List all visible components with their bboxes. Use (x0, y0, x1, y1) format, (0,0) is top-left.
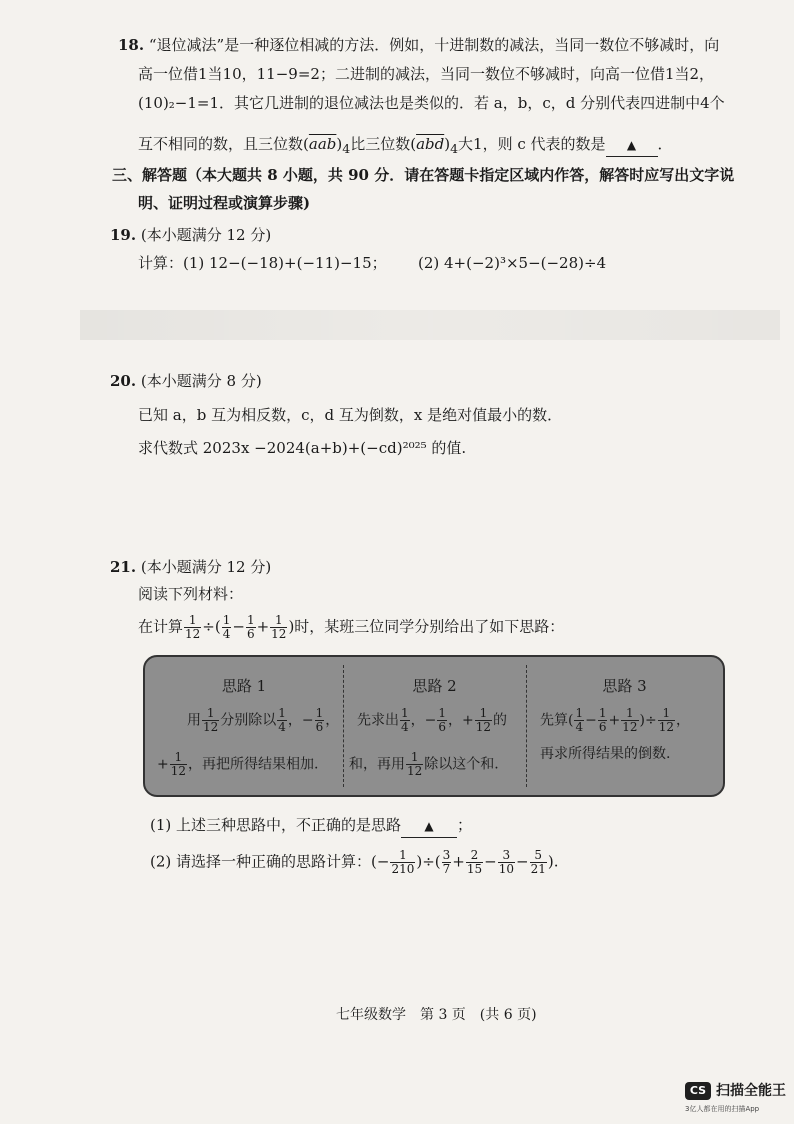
q19-calc2: (2) 4+(−2)³×5−(−28)÷4 (418, 254, 607, 272)
camscanner-name: 扫描全能王 (716, 1083, 786, 1099)
q21-number: 21. (110, 558, 137, 576)
q18-line1: 18. “退位减法”是一种逐位相减的方法．例如，十进制数的减法，当同一数位不够减时，向 (118, 36, 720, 54)
q21-read: 阅读下列材料： (138, 585, 244, 603)
q20-line2: 求代数式 2023x −2024(a+b)+(−cd)²⁰²⁵ 的值. (138, 439, 467, 457)
q18-line4: 互不相同的数，且三位数$(\overline{aab})_4$比三位数$(\overline{abd})_4$大1，则 c 代表的数是 ▲ ． (138, 135, 673, 156)
camscanner-logo-icon: CS (685, 1082, 711, 1100)
q21-intro: 在计算 $\frac{1}{12}$ ÷( $\frac{1}{4}$ − $\frac{1}{6}$ + $\frac{1}{12}$ )时，某班三位同学分别给出了如下思路： (138, 613, 565, 641)
q20-line1: 已知 a，b 互为相反数，c，d 互为倒数，x 是绝对值最小的数． (138, 406, 563, 424)
q19-header: 19. (本小题满分 12 分) (110, 226, 272, 244)
q21-sub2: (2) 请选择一种正确的思路计算：(− $\frac{1}{210}$ )÷( $\frac{3}{7}$ + $\frac{2}{15}$ − $\frac{3}{10}$ − $\frac{5}{21}$ ). (150, 848, 559, 876)
idea-2: 思路 2 先求出 $\frac{1}{4}$ ，− $\frac{1}{6}$ ，+ $\frac{1}{12}$ 的 和，再用 $\frac{1}{12}$ 除以这个和. (343, 657, 526, 795)
q21-sub1: (1) 上述三种思路中，不正确的是思路 ▲ ； (150, 814, 472, 838)
section3-line2: 明、证明过程或演算步骤) (138, 194, 311, 212)
q21-header: 21. (本小题满分 12 分) (110, 558, 272, 576)
scan-smudge (80, 310, 780, 340)
q18-number: 18. (118, 36, 145, 54)
q18-line3: (10)₂−1=1．其它几进制的退位减法也是类似的．若 a，b，c，d 分别代表四进制中4个 (138, 94, 725, 112)
q18-line2: 高一位借1当10，11−9=2；二进制的减法，当同一数位不够减时，向高一位借1当2， (138, 65, 715, 83)
section3-number: 三、 (112, 166, 143, 184)
q20-header: 20. (本小题满分 8 分) (110, 372, 262, 390)
fraction: $\frac{1}{12}$ (185, 613, 201, 641)
section3-line1: 三、解答题（本大题共 8 小题，共 90 分．请在答题卡指定区域内作答，解答时应写出文字说 (112, 166, 735, 184)
q20-number: 20. (110, 372, 137, 390)
idea-2-title: 思路 2 (412, 677, 457, 695)
idea-3-title: 思路 3 (602, 677, 647, 695)
q19-calc1: 计算：(1) 12−(−18)+(−11)−15； (138, 254, 387, 272)
page-footer: 七年级数学 第 3 页 (共 6 页) (336, 1007, 537, 1023)
answer-blank: ▲ (401, 814, 457, 838)
idea-1: 思路 1 用 $\frac{1}{12}$ 分别除以 $\frac{1}{4}$ ，− $\frac{1}{6}$ ， + $\frac{1}{12}$ ，再把所得结果相加. (145, 657, 343, 795)
camscanner-slogan: 3亿人都在用的扫描App (685, 1105, 760, 1113)
idea-1-title: 思路 1 (221, 677, 267, 695)
answer-blank: ▲ (606, 133, 658, 157)
idea-3: 思路 3 先算( $\frac{1}{4}$ − $\frac{1}{6}$ + $\frac{1}{12}$ )÷ $\frac{1}{12}$ ， 再求所得结果的倒数. (526, 657, 723, 795)
q19-number: 19. (110, 226, 137, 244)
overline-aab: $\overline{aab}$ (308, 135, 337, 153)
overline-abd: $\overline{abd}$ (416, 135, 445, 153)
ideas-box (143, 655, 725, 797)
